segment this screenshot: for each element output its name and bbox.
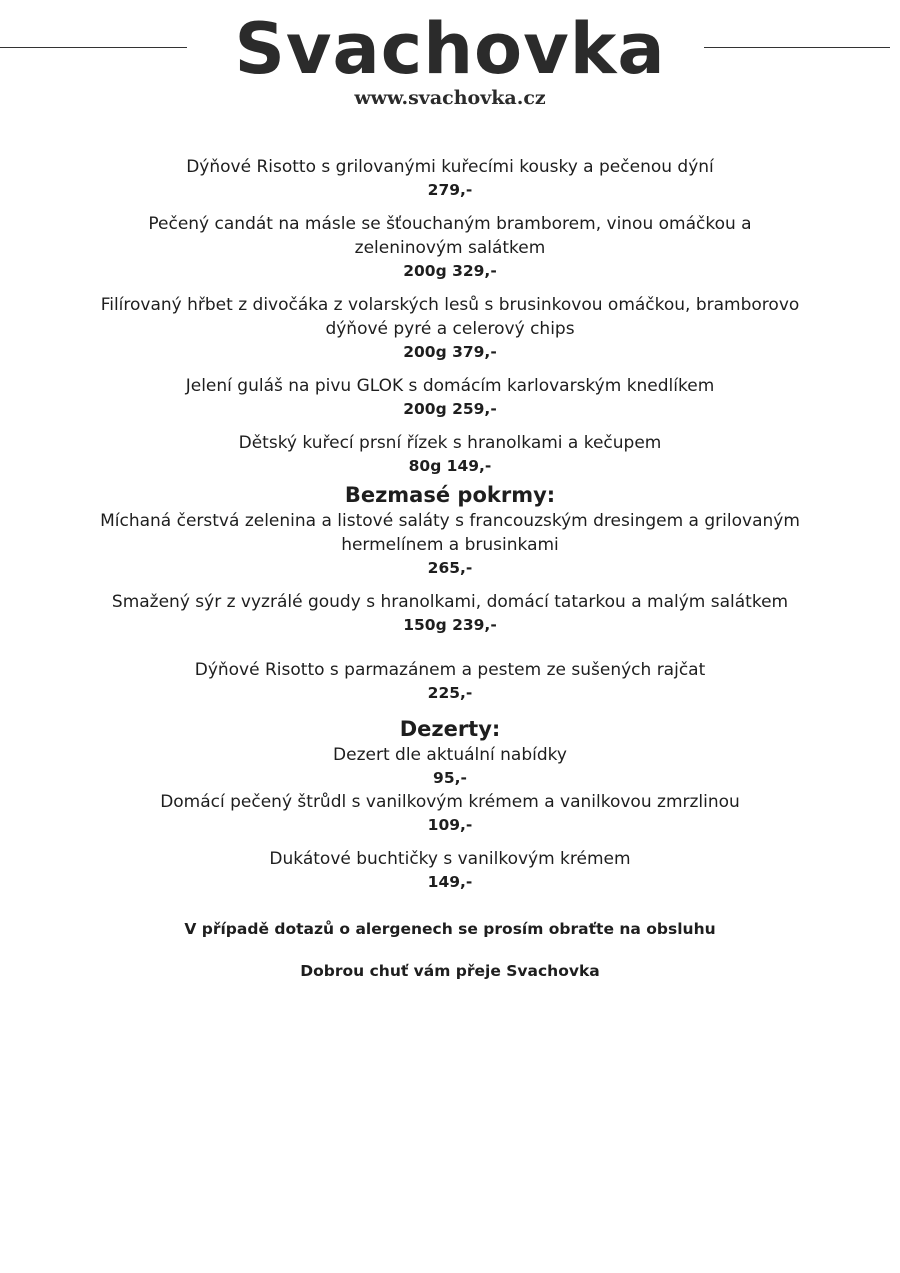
item-price: 80g 149,- [408,457,492,475]
restaurant-name: Svachovka [234,8,666,90]
closing-note: Dobrou chuť vám přeje Svachovka [300,962,600,980]
item-name: Pečený candát na másle se šťouchaným bramborem, vinou omáčkou a zeleninovým salátkem [148,214,752,258]
item-name: Dukátové buchtičky s vanilkovým krémem [269,849,631,869]
menu-item [100,374,800,421]
item-price: 200g 329,- [403,262,497,280]
item-name: Dýňové Risotto s parmazánem a pestem ze sušených rajčat [194,660,706,680]
allergen-note: V případě dotazů o alergenech se prosím obraťte na obsluhu [184,920,716,938]
menu-item [100,293,800,364]
item-price: 279,- [427,181,473,199]
item-name: Míchaná čerstvá zelenina a listové saláty s francouzským dresingem a grilovaným hermelínem a brusinkami [100,511,800,555]
menu-body [100,155,800,982]
item-name: Smažený sýr z vyzrálé goudy s hranolkami, domácí tatarkou a malým salátkem [111,592,789,612]
menu-item [100,743,800,790]
website-url: www.svachovka.cz [354,87,546,109]
item-price: 225,- [427,684,473,702]
item-price: 265,- [427,559,473,577]
item-name: Dezert dle aktuální nabídky [333,745,567,765]
menu-item [100,212,800,283]
item-price: 109,- [427,816,473,834]
item-name: Dýňové Risotto s grilovanými kuřecími kousky a pečenou dýní [186,157,714,177]
menu-item [100,790,800,837]
item-price: 95,- [433,769,467,787]
item-price: 150g 239,- [403,616,497,634]
item-name: Dětský kuřecí prsní řízek s hranolkami a kečupem [238,433,662,453]
item-price: 200g 379,- [403,343,497,361]
menu-item [100,155,800,202]
menu-header [0,0,900,120]
section-title-desserts: Dezerty: [399,717,501,741]
item-name: Jelení guláš na pivu GLOK s domácím karlovarským knedlíkem [185,376,715,396]
item-price: 200g 259,- [403,400,497,418]
menu-item [100,658,800,705]
item-name: Filírovaný hřbet z divočáka z volarských lesů s brusinkovou omáčkou, bramborovo dýňové pyré a celerový chips [100,295,800,339]
item-price: 149,- [427,873,473,891]
menu-item [100,431,800,478]
menu-item [100,847,800,894]
menu-item [100,509,800,580]
section-title-meatless: Bezmasé pokrmy: [344,483,556,507]
menu-item [100,590,800,637]
item-name: Domácí pečený štrůdl s vanilkovým krémem a vanilkovou zmrzlinou [160,792,740,812]
